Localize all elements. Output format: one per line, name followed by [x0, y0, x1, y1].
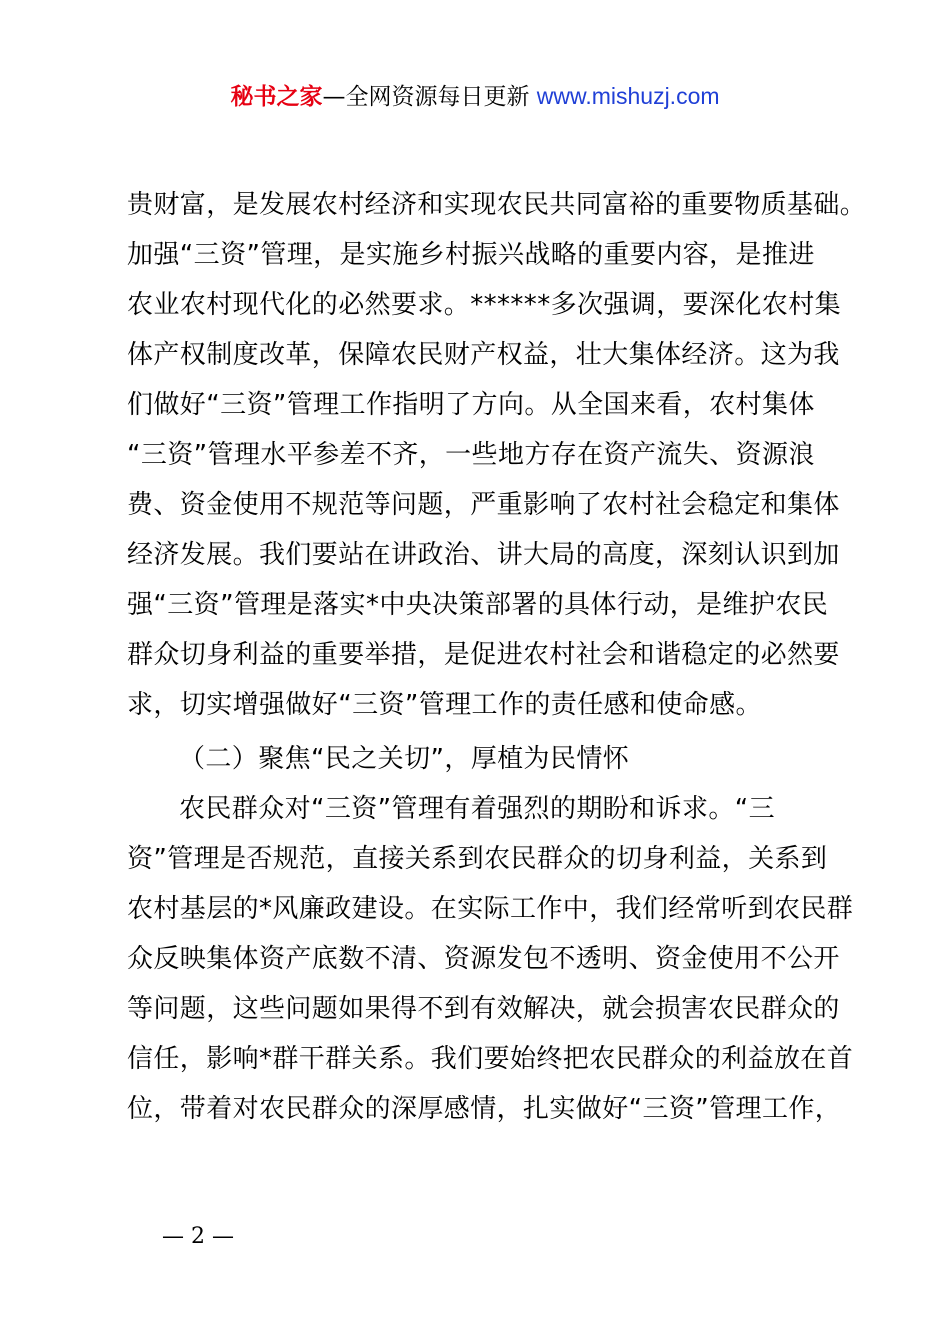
- text-line: 资”管理是否规范，直接关系到农民群众的切身利益，关系到: [127, 844, 828, 874]
- text-line: 费、资金使用不规范等问题，严重影响了农村社会稳定和集体: [127, 490, 840, 520]
- site-url-link[interactable]: www.mishuzj.com: [536, 83, 720, 109]
- text-line: 求，切实增强做好“三资”管理工作的责任感和使命感。: [127, 690, 762, 720]
- text-line: 体产权制度改革，保障农民财产权益，壮大集体经济。这为我: [127, 340, 840, 370]
- paragraph-2: [127, 784, 854, 1134]
- text-line: 农民群众对“三资”管理有着强烈的期盼和诉求。“三: [179, 794, 776, 824]
- text-line: 等问题，这些问题如果得不到有效解决，就会损害农民群众的: [127, 994, 840, 1024]
- site-brand: 秘书之家: [230, 84, 323, 110]
- text-line: 农业农村现代化的必然要求。******多次强调，要深化农村集: [127, 290, 842, 320]
- text-line: 贵财富，是发展农村经济和实现农民共同富裕的重要物质基础。: [127, 190, 867, 220]
- text-line: 群众切身利益的重要举措，是促进农村社会和谐稳定的必然要: [127, 640, 840, 670]
- text-line: 信任，影响*群干群关系。我们要始终把农民群众的利益放在首: [127, 1044, 854, 1074]
- paragraph-1: [127, 180, 867, 730]
- text-line: 位，带着对农民群众的深厚感情，扎实做好“三资”管理工作，: [127, 1094, 842, 1124]
- text-line: 加强“三资”管理，是实施乡村振兴战略的重要内容，是推进: [127, 240, 815, 270]
- section-heading: （二）聚焦“民之关切”，厚植为民情怀: [179, 744, 630, 774]
- text-line: 们做好“三资”管理工作指明了方向。从全国来看，农村集体: [127, 390, 815, 420]
- header-separator: —: [322, 84, 346, 110]
- header-tagline: 全网资源每日更新: [345, 84, 530, 110]
- text-line: 农村基层的*风廉政建设。在实际工作中，我们经常听到农民群: [127, 894, 854, 924]
- text-line: 强“三资”管理是落实*中央决策部署的具体行动，是维护农民: [127, 590, 829, 620]
- document-body: [127, 180, 867, 1134]
- text-line: 众反映集体资产底数不清、资源发包不透明、资金使用不公开: [127, 944, 840, 974]
- text-line: “三资”管理水平参差不齐，一些地方存在资产流失、资源浪: [127, 440, 815, 470]
- page-number: — 2 —: [162, 1224, 234, 1249]
- text-line: 经济发展。我们要站在讲政治、讲大局的高度，深刻认识到加: [127, 540, 840, 570]
- site-header: [0, 80, 950, 113]
